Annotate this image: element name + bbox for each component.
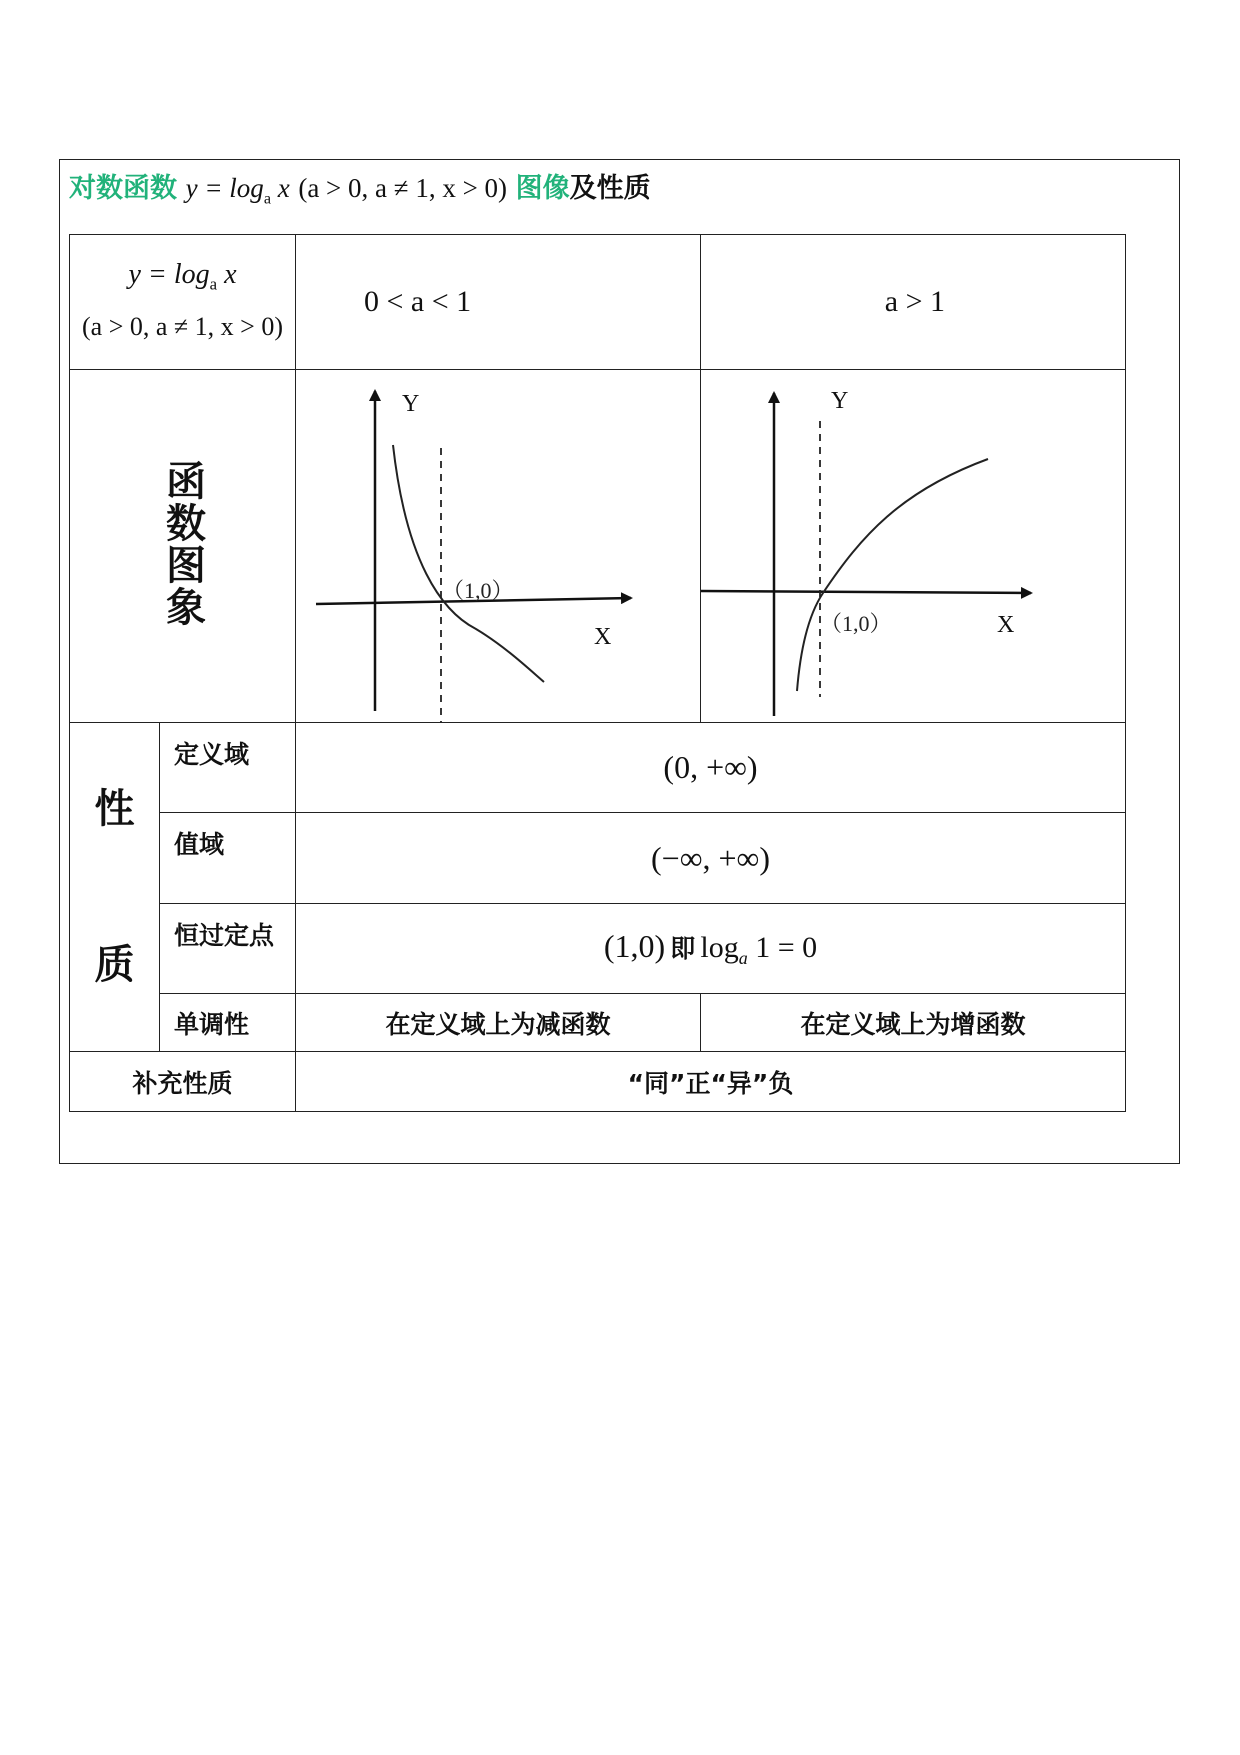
decreasing-log-graph [296, 371, 699, 722]
fixed-point-label: 恒过定点 [160, 904, 296, 994]
heading-title-part1: 对数函数 [69, 173, 177, 204]
graph-increasing-cell [701, 370, 1126, 723]
header-func-condition: (a > 0, a ≠ 1, x > 0) [82, 311, 283, 341]
header-func-base: a [209, 274, 218, 294]
fixed-point-ji: 即 [670, 934, 696, 963]
increasing-log-curve [797, 459, 988, 691]
graph-row-label-cell [70, 370, 296, 723]
supplement-value: “同”正“异”负 [296, 1052, 1126, 1112]
graph-decreasing-cell [296, 370, 701, 723]
header-row [70, 235, 1126, 370]
header-col-less-than-one: 0 < a < 1 [296, 235, 701, 370]
fixed-point-value-cell [296, 904, 1126, 994]
heading-title-part3: 及性质 [569, 173, 651, 204]
x-axis-label: X [594, 623, 612, 650]
x-axis-label: X [997, 611, 1015, 638]
property-group-label-cell [70, 723, 160, 1052]
header-function-cell [70, 235, 296, 370]
monotonic-decreasing: 在定义域上为减函数 [296, 994, 701, 1052]
range-row [70, 813, 1126, 904]
graph-row [70, 370, 1126, 723]
monotonic-label: 单调性 [160, 994, 296, 1052]
range-value: (−∞, +∞) [650, 839, 771, 876]
supplement-row [70, 1052, 1126, 1112]
header-func-line: y = log [128, 259, 210, 291]
point-label: （1,0） [442, 577, 514, 603]
fixed-point-row [70, 904, 1126, 994]
x-axis [701, 591, 1031, 593]
monotonic-increasing: 在定义域上为增函数 [701, 994, 1126, 1052]
decreasing-log-curve [393, 445, 544, 682]
y-axis-label: Y [831, 387, 849, 414]
domain-row [70, 723, 1126, 813]
fixed-point-value: (1,0) [603, 928, 666, 964]
heading-title-part2: 图像 [515, 173, 570, 204]
header-func-var: x [224, 259, 237, 291]
page-heading [69, 166, 651, 210]
range-value-cell [296, 813, 1126, 904]
range-label: 值域 [160, 813, 296, 904]
fixed-point-equation: $\log_a 1 = 0$ [700, 931, 818, 968]
log-properties-table [69, 234, 1126, 1112]
point-label: （1,0） [820, 610, 892, 636]
monotonicity-row [70, 994, 1126, 1052]
domain-label: 定义域 [160, 723, 296, 813]
heading-condition: (a > 0, a ≠ 1, x > 0) [298, 173, 508, 203]
y-axis-label: Y [402, 390, 420, 417]
graph-row-label: 函数图象 [159, 460, 206, 628]
supplement-label: 补充性质 [70, 1052, 296, 1112]
increasing-log-graph [701, 371, 1124, 722]
domain-value: (0, +∞) [663, 749, 758, 785]
header-col-greater-than-one: a > 1 [701, 235, 1126, 370]
heading-formula: $y = \log_a x$ [185, 173, 290, 208]
domain-value-cell [296, 723, 1126, 813]
property-group-label-bottom: 质 [94, 942, 135, 988]
property-group-label-top: 性 [94, 786, 135, 832]
